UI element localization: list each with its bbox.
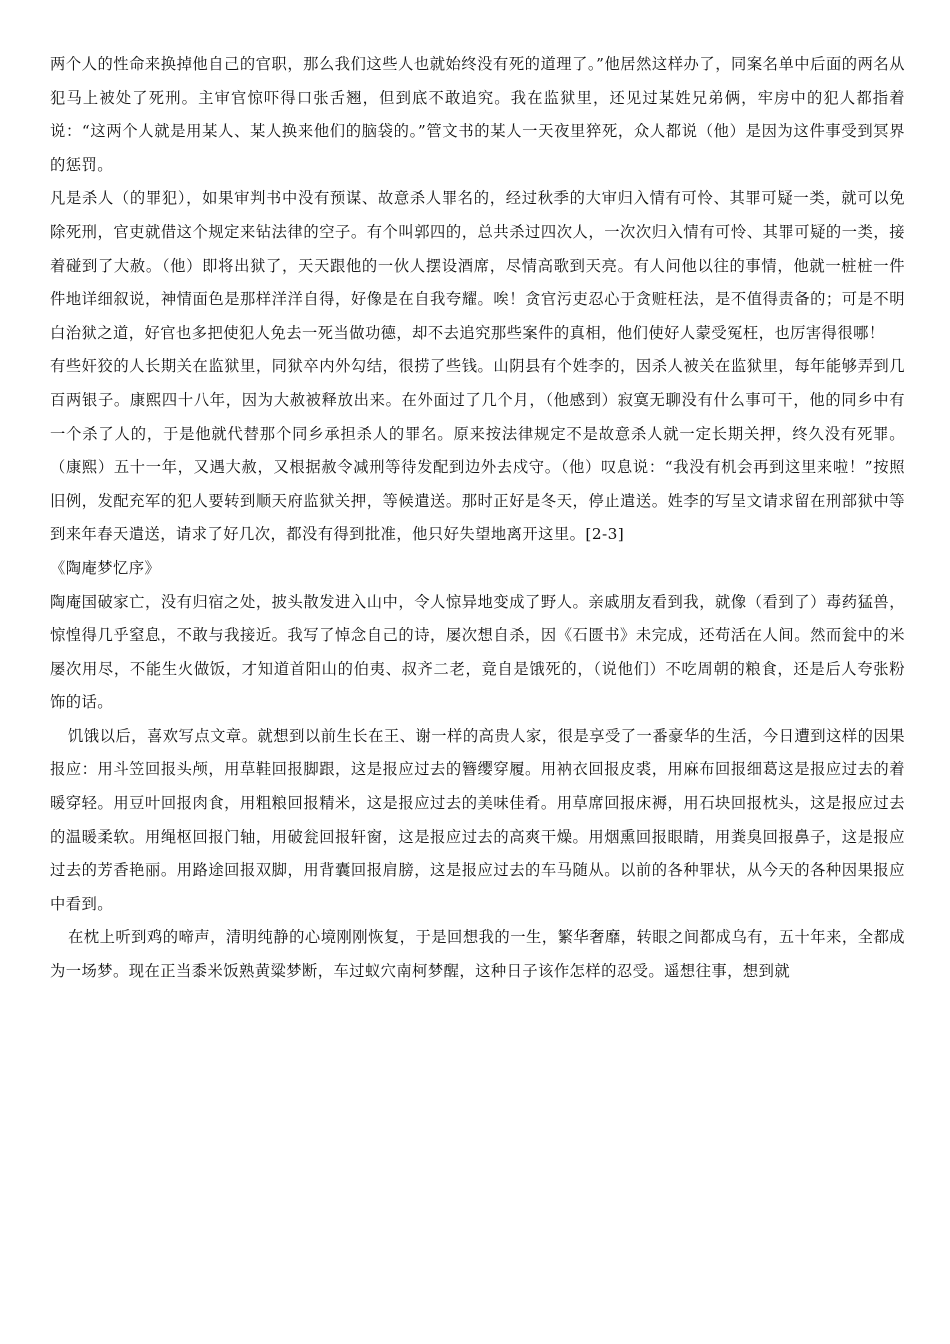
document-body (50, 48, 905, 989)
paragraph-1: 两个人的性命来换掉他自己的官职，那么我们这些人也就始终没有死的道理了。”他居然这样办了，同案名单中后面的两名从犯马上被处了死刑。主审官惊吓得口张舌翘，但到底不敢追究。我在监狱里，还见过某姓兄弟俩，牢房中的犯人都指着说：“这两个人就是用某人、某人换来他们的脑袋的。”管文书的某人一天夜里猝死，众人都说（他）是因为这件事受到冥界的惩罚。 (50, 55, 905, 174)
paragraph-5: 陶庵国破家亡，没有归宿之处，披头散发进入山中，令人惊异地变成了野人。亲戚朋友看到我，就像（看到了）毒药猛兽，惊惶得几乎窒息，不敢与我接近。我写了悼念自己的诗，屡次想自杀，因《石匮书》未完成，还苟活在人间。然而瓮中的米屡次用尽，不能生火做饭，才知道首阳山的伯夷、叔齐二老，竟自是饿死的，（说他们）不吃周朝的粮食，还是后人夸张粉饰的话。 (50, 592, 905, 712)
paragraph-6: 饥饿以后，喜欢写点文章。就想到以前生长在王、谢一样的高贵人家，很是享受了一番豪华的生活，今日遭到这样的因果报应：用斗笠回报头颅，用草鞋回报脚跟，这是报应过去的簪缨穿履。用衲衣回报皮裘，用麻布回报细葛这是报应过去的着暖穿轻。用豆叶回报肉食，用粗粮回报精米，这是报应过去的美味佳肴。用草席回报床褥，用石块回报枕头，这是报应过去的温暖柔软。用绳枢回报门轴，用破瓮回报轩窗，这是报应过去的高爽干燥。用烟熏回报眼睛，用粪臭回报鼻子，这是报应过去的芳香艳丽。用路途回报双脚，用背囊回报肩膀，这是报应过去的车马随从。以前的各种罪状，从今天的各种因果报应中看到。 (50, 726, 905, 913)
paragraph-7: 在枕上听到鸡的啼声，清明纯静的心境刚刚恢复，于是回想我的一生，繁华奢靡，转眼之间都成乌有，五十年来，全都成为一场梦。现在正当黍米饭熟黄粱梦断，车过蚁穴南柯梦醒，这种日子该作怎样的忍受。遥想往事，想到就 (50, 928, 905, 981)
section-title: 《陶庵梦忆序》 (50, 558, 161, 577)
paragraph-3: 有些奸狡的人长期关在监狱里，同狱卒内外勾结，很捞了些钱。山阴县有个姓李的，因杀人被关在监狱里，每年能够弄到几百两银子。康熙四十八年，因为大赦被释放出来。在外面过了几个月，（他感到）寂寞无聊没有什么事可干，他的同乡中有一个杀了人的，于是他就代替那个同乡承担杀人的罪名。原来按法律规定不是故意杀人就一定长期关押，终久没有死罪。（康熙）五十一年，又遇大赦，又根据赦令减刑等待发配到边外去戍守。（他）叹息说：“我没有机会再到这里来啦！”按照旧例，发配充军的犯人要转到顺天府监狱关押，等候遣送。那时正好是冬天，停止遣送。姓李的写呈文请求留在刑部狱中等到来年春天遣送，请求了好几次，都没有得到批准，他只好失望地离开这里。[2-3] (50, 357, 905, 544)
paragraph-2: 凡是杀人（的罪犯），如果审判书中没有预谋、故意杀人罪名的，经过秋季的大审归入情有可怜、其罪可疑一类，就可以免除死刑，官吏就借这个规定来钻法律的空子。有个叫郭四的，总共杀过四次人，一次次归入情有可怜、其罪可疑的一类，接着碰到了大赦。（他）即将出狱了，天天跟他的一伙人摆设酒席，尽情高歌到天亮。有人问他以往的事情，他就一桩桩一件件地详细叙说，神情面色是那样洋洋自得，好像是在自我夸耀。唉！贪官污吏忍心于贪赃枉法，是不值得责备的；可是不明白治狱之道，好官也多把使犯人免去一死当做功德，却不去追究那些案件的真相，他们使好人蒙受冤枉，也厉害得很哪！ (50, 189, 905, 342)
